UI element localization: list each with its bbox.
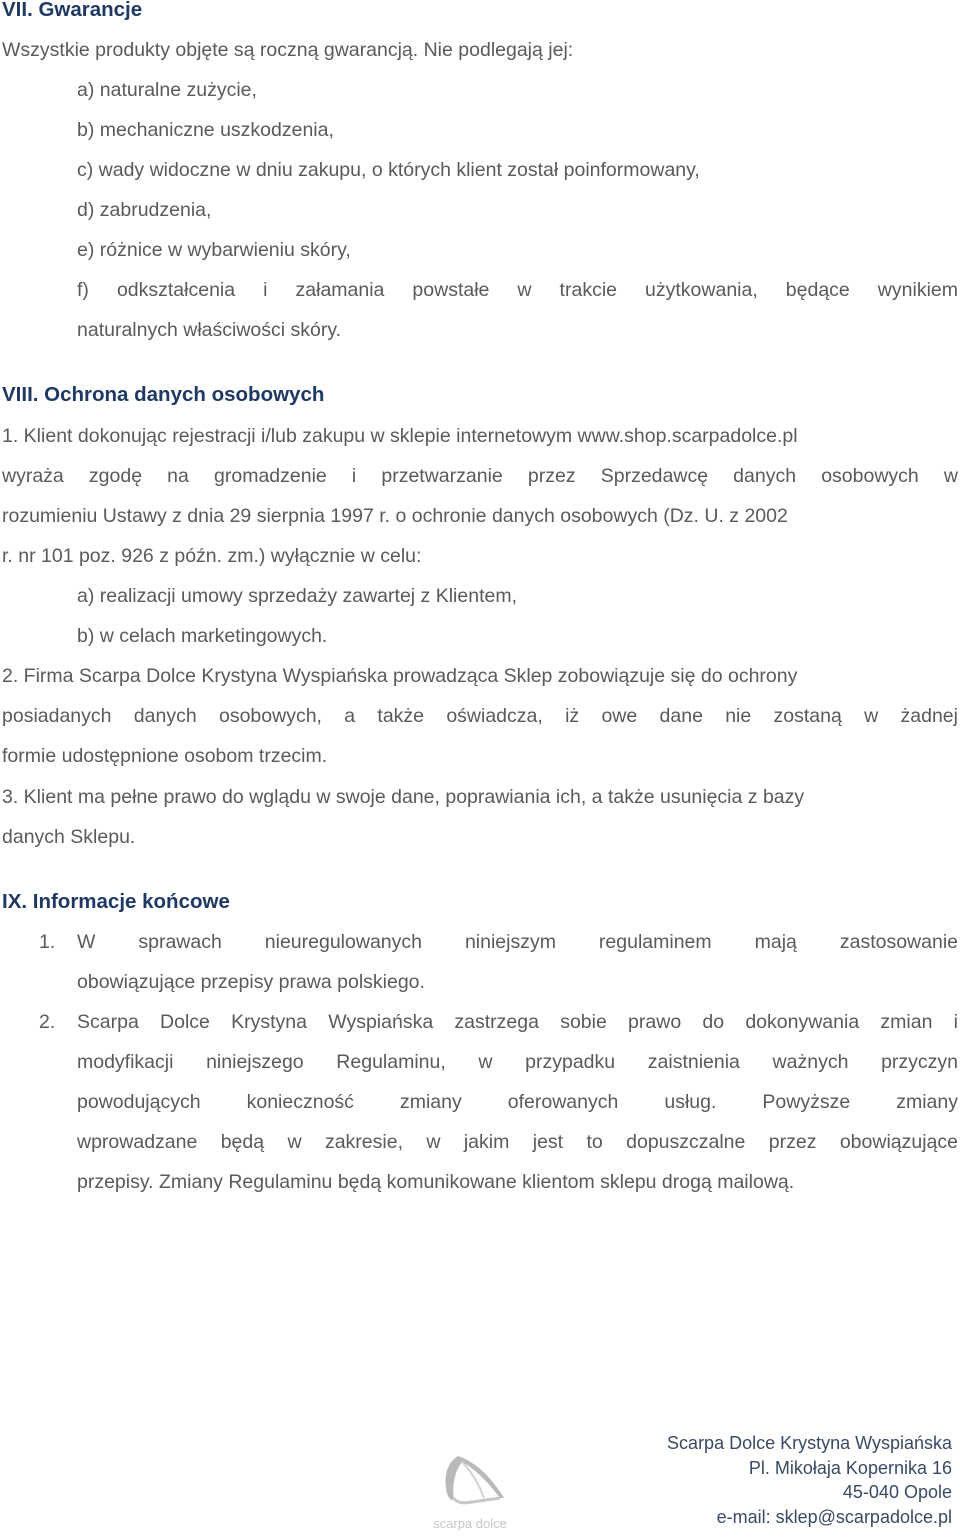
data-protection-p1-line: r. nr 101 poz. 926 z późn. zm.) wyłącznie w celu: xyxy=(2,545,422,567)
final-item-2-line: Scarpa Dolce Krystyna Wyspiańska zastrzega sobie prawo do dokonywania zmian i xyxy=(77,1011,958,1033)
footer-street: Pl. Mikołaja Kopernika 16 xyxy=(748,1458,952,1478)
final-item-number: 2. xyxy=(39,1011,56,1033)
final-item-2-line: wprowadzane będą w zakresie, w jakim jest to dopuszczalne przez obowiązujące xyxy=(77,1131,958,1153)
data-protection-p2-line: formie udostępnione osobom trzecim. xyxy=(2,745,328,767)
data-protection-p3-line: 3. Klient ma pełne prawo do wglądu w swoje dane, poprawiania ich, a także usunięcia z bazy xyxy=(2,786,805,808)
logo-text: scarpa dolce xyxy=(433,1516,507,1531)
footer-email[interactable]: e-mail: sklep@scarpadolce.pl xyxy=(716,1507,952,1527)
warranty-item: e) różnice w wybarwieniu skóry, xyxy=(77,239,351,261)
final-item-number: 1. xyxy=(39,931,56,953)
warranty-item-continued: naturalnych właściwości skóry. xyxy=(77,319,342,341)
warranty-item: d) zabrudzenia, xyxy=(77,199,212,221)
warranty-item: b) mechaniczne uszkodzenia, xyxy=(77,119,334,141)
data-protection-p1-line: 1. Klient dokonując rejestracji i/lub zakupu w sklepie internetowym www.shop.scarpadolce.pl xyxy=(2,425,798,447)
footer-company: Scarpa Dolce Krystyna Wyspiańska xyxy=(667,1433,952,1453)
section-heading-final-provisions: IX. Informacje końcowe xyxy=(2,890,230,913)
warranty-item: c) wady widoczne w dniu zakupu, o których klient został poinformowany, xyxy=(77,159,700,181)
scarpa-dolce-logo xyxy=(400,1448,540,1534)
data-protection-p2-line: 2. Firma Scarpa Dolce Krystyna Wyspiańska prowadząca Sklep zobowiązuje się do ochrony xyxy=(2,665,798,687)
section-heading-data-protection: VIII. Ochrona danych osobowych xyxy=(2,383,325,406)
warranty-item: a) naturalne zużycie, xyxy=(77,79,257,101)
data-protection-p3-line: danych Sklepu. xyxy=(2,826,136,848)
high-heel-shoe-icon xyxy=(400,1448,540,1534)
data-protection-p2-line: posiadanych danych osobowych, a także oświadcza, iż owe dane nie zostaną w żadnej xyxy=(2,705,958,727)
final-item-1-line: W sprawach nieuregulowanych niniejszym regulaminem mają zastosowanie xyxy=(77,931,958,953)
final-item-2-line: przepisy. Zmiany Regulaminu będą komunikowane klientom sklepu drogą mailową. xyxy=(77,1171,795,1193)
data-protection-purpose-item: a) realizacji umowy sprzedaży zawartej z Klientem, xyxy=(77,585,517,607)
final-item-2-line: modyfikacji niniejszego Regulaminu, w przypadku zaistnienia ważnych przyczyn xyxy=(77,1051,958,1073)
warranty-intro: Wszystkie produkty objęte są roczną gwarancją. Nie podlegają jej: xyxy=(2,39,574,61)
warranty-item: f) odkształcenia i załamania powstałe w trakcie użytkowania, będące wynikiem xyxy=(77,279,958,301)
data-protection-purpose-item: b) w celach marketingowych. xyxy=(77,625,328,647)
section-heading-warranty: VII. Gwarancje xyxy=(2,0,143,21)
footer-city: 45-040 Opole xyxy=(842,1482,952,1502)
final-item-1-line: obowiązujące przepisy prawa polskiego. xyxy=(77,971,425,993)
data-protection-p1-line: wyraża zgodę na gromadzenie i przetwarzanie przez Sprzedawcę danych osobowych w xyxy=(2,465,958,487)
data-protection-p1-line: rozumieniu Ustawy z dnia 29 sierpnia 1997 r. o ochronie danych osobowych (Dz. U. z 2002 xyxy=(2,505,788,527)
final-item-2-line: powodujących konieczność zmiany oferowanych usług. Powyższe zmiany xyxy=(77,1091,958,1113)
